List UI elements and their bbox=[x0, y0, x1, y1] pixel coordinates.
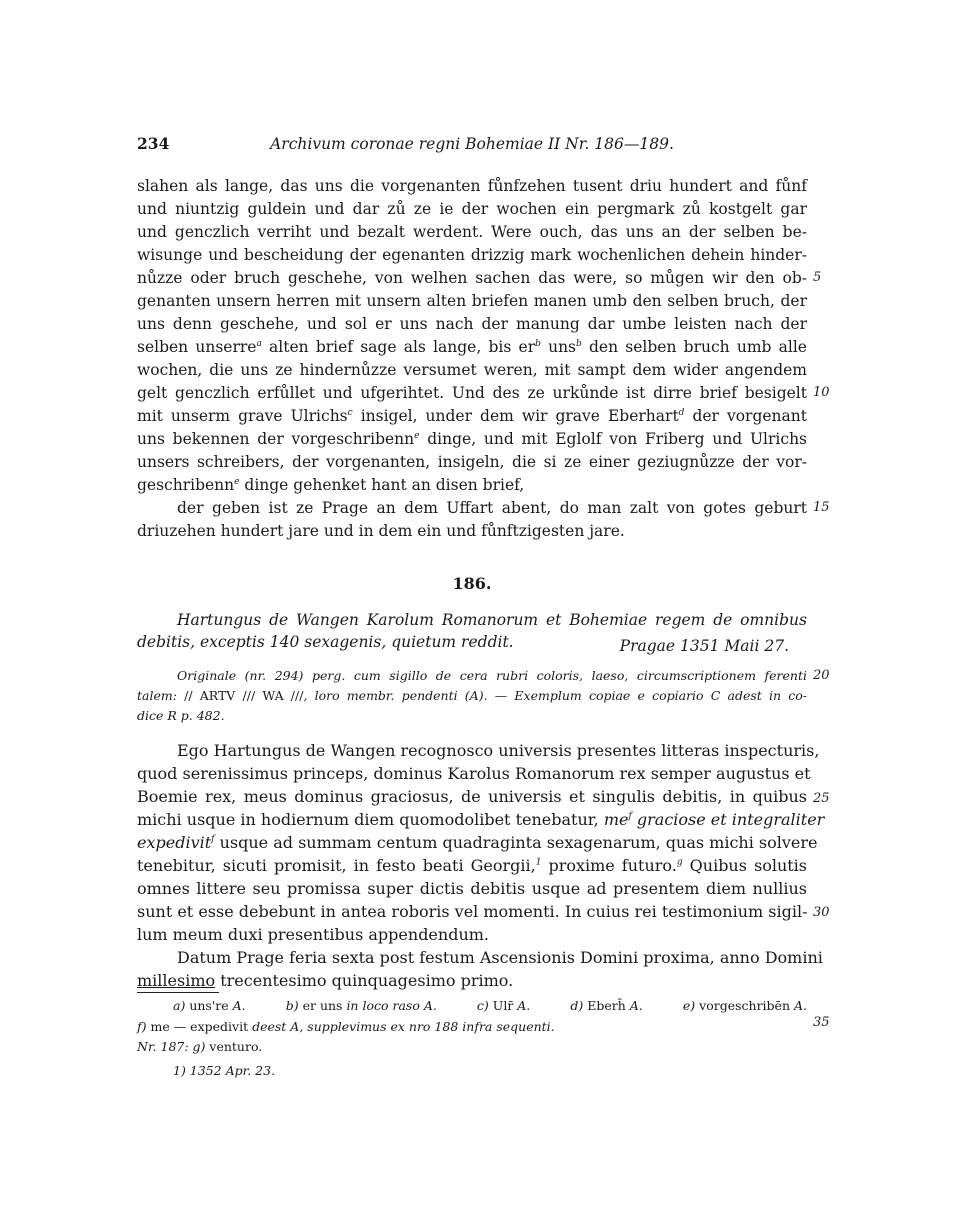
text-line: und niuntzig guldein und dar zů ze ie der wochen ein pergmark zů kostgelt gar bbox=[137, 200, 807, 218]
description-line: Originale (nr. 294) perg. cum sigillo de cera rubri coloris, laeso, circumscriptionem ferenti bbox=[177, 668, 807, 683]
line-number: 5 bbox=[813, 270, 822, 285]
text-line: uns denn geschehe, und sol er uns nach der manung dar umbe leisten nach der bbox=[137, 315, 807, 333]
text-line: der geben ist ze Prage an dem Uffart abent, do man zalt von gotes geburt bbox=[177, 499, 807, 517]
text-line: omnes littere seu promissa super dictis debitis usque ad presentem diem nullius bbox=[137, 879, 807, 898]
footnote: d) Eberh̄ A. bbox=[570, 998, 643, 1013]
text-line: selben unserre$^a$ alten brief sage als lange, bis $er^b$ uns$^b$ den selben bruch umb alle bbox=[137, 338, 807, 356]
running-title: Archivum coronae regni Bohemiae II Nr. 186—189. bbox=[270, 135, 674, 153]
text-line: mit unserm grave Ulrichs$^c$ insigel, under dem wir grave Eberhart$^d$ der vorgenant bbox=[137, 407, 807, 425]
text-line: wochen, die uns ze hindernůzze versumet weren, mit sampt dem wider angendem bbox=[137, 361, 807, 379]
text-line: uns bekennen der vorgeschribenn$^e$ dinge, und mit Eglolf von Friberg und Ulrichs bbox=[137, 430, 808, 448]
text-line: slahen als lange, das uns die vorgenanten fůnfzehen tusent driu hundert and fůnf bbox=[137, 177, 807, 195]
text-line: expedivit$^f$ usque ad summam centum quadraginta sexagenarum, quas michi solvere bbox=[137, 833, 818, 852]
text-line: driuzehen hundert jare und in dem ein und fůnftzigesten jare. bbox=[137, 522, 625, 540]
footnote-line: Nr. 187: g) venturo. bbox=[137, 1039, 263, 1054]
text-line: nůzze oder bruch geschehe, von welhen sachen das were, so můgen wir den ob- bbox=[137, 269, 807, 287]
text-line: und genczlich verriht und bezalt werdent. Were ouch, das uns an der selben be- bbox=[137, 223, 807, 241]
regest-line: Hartungus de Wangen Karolum Romanorum et Bohemiae regem de omnibus bbox=[177, 611, 807, 629]
line-number: 20 bbox=[813, 668, 830, 683]
text-line: unsers schreibers, der vorgenanten, insigeln, die si ze einer geziugnůzze der vor- bbox=[137, 453, 807, 471]
text-line: Ego Hartungus de Wangen recognosco universis presentes litteras inspecturis, bbox=[177, 741, 820, 760]
footnote: e) vorgeschribēn A. bbox=[682, 998, 807, 1013]
text-line: sunt et esse debebunt in antea roboris vel momenti. In cuius rei testimonium sigil- bbox=[137, 902, 808, 921]
footnote-line bbox=[137, 995, 807, 1016]
regest-date: Pragae 1351 Maii 27. bbox=[619, 637, 789, 655]
regest-line: debitis, exceptis 140 sexagenis, quietum reddit. Pragae 1351 Maii 27. bbox=[137, 633, 789, 655]
text-line: quod serenissimus princeps, dominus Karolus Romanorum rex semper augustus et bbox=[137, 764, 811, 783]
description-line: dice R p. 482. bbox=[137, 708, 225, 723]
document-number: 186. bbox=[452, 574, 492, 593]
line-number: 10 bbox=[813, 385, 830, 400]
line-number: 35 bbox=[813, 1015, 830, 1030]
page-header bbox=[137, 133, 807, 155]
text-line: Boemie rex, meus dominus graciosus, de universis et singulis debitis, in quibus bbox=[137, 787, 807, 806]
text-line: wisunge und bescheidung der egenanten drizzig mark wochenlichen dehein hinder- bbox=[137, 246, 807, 264]
footnote-line: 1) 1352 Apr. 23. bbox=[173, 1063, 276, 1078]
text-line: lum meum duxi presentibus appendendum. bbox=[137, 925, 490, 944]
text-line: geschribenn$^e$ dinge gehenket hant an disen brief, bbox=[137, 476, 525, 494]
text-line: tenebitur, sicuti promisit, in festo beati Georgii,$^1$ proxime futuro.$^g$ Quibus solutis bbox=[137, 856, 808, 875]
text-line: michi usque in hodiernum diem quomodolibet tenebatur, $me^f$ graciose et integraliter bbox=[137, 810, 825, 829]
line-number: 30 bbox=[813, 905, 830, 920]
text-line: gelt genczlich erfůllet und ufgerihtet. Und des ze urkůnde ist dirre brief besigelt bbox=[137, 384, 807, 402]
footnote-rule bbox=[137, 992, 219, 993]
text-line: millesimo trecentesimo quinquagesimo primo. bbox=[137, 971, 514, 990]
footnote: a) uns're A. bbox=[173, 998, 246, 1013]
footnote-line: f) me — expedivit deest A, supplevimus ex nro 188 infra sequenti. bbox=[137, 1019, 555, 1034]
description-line: talem: // ARTV /// WA ///, loro membr. pendenti (A). — Exemplum copiae e copiario C adest in co- bbox=[137, 688, 807, 703]
page-number: 234 bbox=[137, 134, 170, 153]
line-number: 25 bbox=[813, 791, 830, 806]
line-number: 15 bbox=[813, 500, 830, 515]
text-line: genanten unsern herren mit unsern alten briefen manen umb den selben bruch, der bbox=[137, 292, 807, 310]
footnote: b) er uns in loco raso A. bbox=[285, 998, 437, 1013]
text-line: Datum Prage feria sexta post festum Ascensionis Domini proxima, anno Domini bbox=[177, 948, 823, 967]
footnote: c) Ulr̄ A. bbox=[476, 998, 531, 1013]
